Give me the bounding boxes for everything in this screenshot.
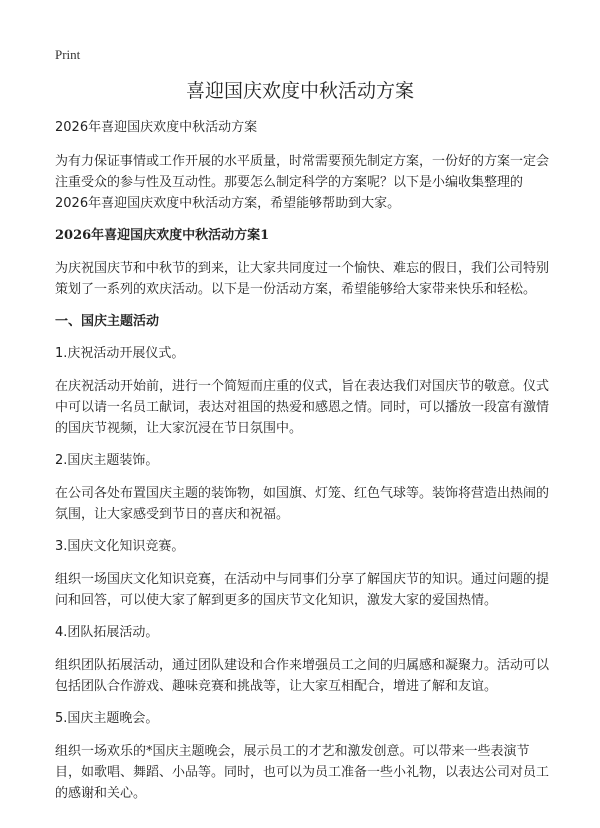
print-link[interactable]: Print [55, 47, 81, 62]
item-paragraph: 在公司各处布置国庆主题的装饰物，如国旗、灯笼、红色气球等。装饰将营造出热闹的氛围，让大家感受到节日的喜庆和祝福。 [55, 486, 550, 522]
intro-paragraph: 为有力保证事情或工作开展的水平质量，时常需要预先制定方案，一份好的方案一定会注重受众的参与性及互动性。那要怎么制定科学的方案呢？以下是小编收集整理的2026年喜迎国庆欢度中秋活动方案，希望能够帮助到大家。 [55, 154, 550, 211]
item-label: 2.国庆主题装饰。 [55, 453, 159, 468]
item-paragraph: 组织一场国庆文化知识竞赛，在活动中与同事们分享了解国庆节的知识。通过问题的提问和回答，可以使大家了解到更多的国庆节文化知识，激发大家的爱国热情。 [55, 572, 550, 608]
item-paragraph: 在庆祝活动开始前，进行一个简短而庄重的仪式，旨在表达我们对国庆节的敬意。仪式中可以请一名员工献词，表达对祖国的热爱和感恩之情。同时，可以播放一段富有激情的国庆节视频，让大家沉浸在节日氛围中。 [55, 379, 550, 436]
item-label: 4.团队拓展活动。 [55, 625, 159, 640]
item-label: 3.国庆文化知识竞赛。 [55, 539, 185, 554]
item-label: 1.庆祝活动开展仪式。 [55, 346, 185, 361]
part-heading: 一、国庆主题活动 [55, 314, 160, 329]
document-subtitle: 2026年喜迎国庆欢度中秋活动方案 [55, 120, 258, 135]
document-content [55, 119, 555, 816]
page-title: 喜迎国庆欢度中秋活动方案 [185, 80, 414, 102]
item-paragraph: 组织一场欢乐的*国庆主题晚会，展示员工的才艺和激发创意。可以带来一些表演节目，如歌唱、舞蹈、小品等。同时，也可以为员工准备一些小礼物，以表达公司对员工的感谢和关心。 [55, 744, 550, 801]
item-label: 5.国庆主题晚会。 [55, 711, 159, 726]
section-intro-paragraph: 为庆祝国庆节和中秋节的到来，让大家共同度过一个愉快、难忘的假日，我们公司特别策划了一系列的欢庆活动。以下是一份活动方案，希望能够给大家带来快乐和轻松。 [55, 261, 550, 297]
item-paragraph: 组织团队拓展活动，通过团队建设和合作来增强员工之间的归属感和凝聚力。活动可以包括团队合作游戏、趣味竞赛和挑战等，让大家互相配合，增进了解和友谊。 [55, 658, 550, 694]
section-heading: 2026年喜迎国庆欢度中秋活动方案1 [55, 228, 270, 243]
